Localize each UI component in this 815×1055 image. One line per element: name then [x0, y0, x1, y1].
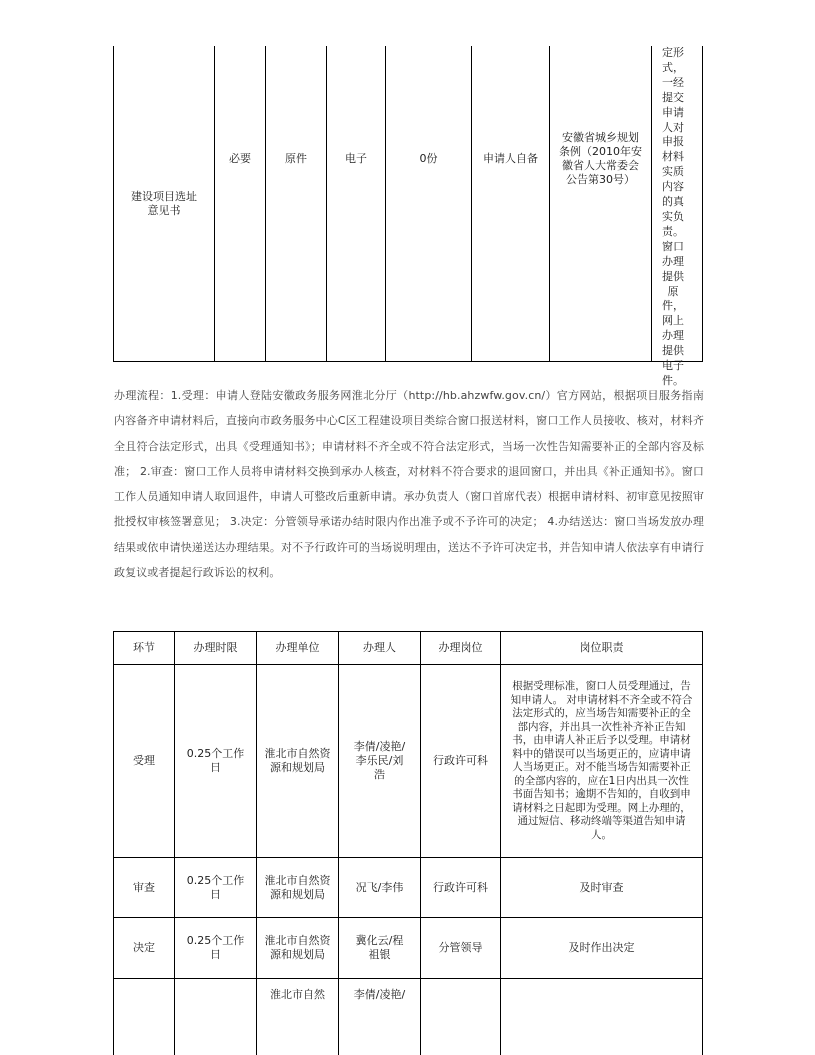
- row-person: 李倩/凌艳/: [353, 988, 406, 1001]
- row-post: 行政许可科: [433, 754, 488, 767]
- row-stage: 审查: [133, 880, 155, 894]
- header-unit: 办理单位: [275, 641, 320, 654]
- row-post: 行政许可科: [433, 880, 488, 894]
- material-source: 申请人自备: [483, 151, 538, 165]
- header-limit: 办理时限: [193, 641, 238, 654]
- header-person: 办理人: [363, 641, 396, 654]
- table-line: [651, 46, 652, 362]
- row-unit: 淮北市自然: [270, 988, 325, 1001]
- row-duty: 及时审查: [579, 880, 624, 894]
- process-description: 办理流程：1.受理：申请人登陆安徽政务服务网淮北分厅（http://hb.ahzwfw.gov.cn/）官方网站，根据项目服务指南内容备齐申请材料后，直接向市政务服务中心C区工程建设项目类综合窗口报送材料，窗口工作人员接收、核对，材料齐全且符合法定形式，出具《受理通知书》；申请材料不齐全或不符合法定形式，当场一次性告知需要补正的全部内容及标准； 2.审查：窗口工作人员将申请材料交换到承办人核查，对材料不符合要求的退回窗口，并出具《补正通知书》。窗口工作人员通知申请人取回退件，申请人可整改后重新申请。承办负责人（窗口首席代表）根据申请材料、初审意见按照审批授权审核签署意见； 3.决定：分管领导承诺办结时限内作出准予或不予许可的决定； 4.办结送达：窗口当场发放办理结果或依申请快递送达办理结果。对不予行政许可的当场说明理由，送达不予许可决定书，并告知申请人依法享有申请行政复议或者提起行政诉讼的权利。: [114, 389, 704, 580]
- row-duty: 及时作出决定: [568, 941, 635, 954]
- row-unit: 淮北市自然资源和规划局: [264, 873, 331, 901]
- header-post: 办理岗位: [438, 641, 483, 654]
- row-limit: 0.25个工作日: [186, 934, 245, 961]
- header-duty: 岗位职责: [579, 641, 624, 654]
- row-duty: 根据受理标准，窗口人员受理通过，告知申请人。 对申请材料不齐全或不符合法定形式的，应当场告知需要补正的全部内容，并出具一次性补齐补正告知书，由申请人补正后予以受理。申请材料中的错误可以当场更正的，应请申请人当场更正。对不能当场告知需要补正的全部内容的，应在1日内出具一次性书面告知书；逾期不告知的，自收到申请材料之日起即为受理。网上办理的，通过短信、移动终端等渠道告知申请人。: [510, 680, 693, 841]
- material-form: 原件: [285, 151, 307, 165]
- row-person: 况飞/李伟: [355, 880, 404, 894]
- row-post: 分管领导: [438, 941, 483, 954]
- row-unit: 淮北市自然资源和规划局: [264, 747, 331, 774]
- material-name: 建设项目选址意见书: [131, 189, 197, 217]
- row-person: 冀化云/程祖银: [355, 934, 404, 961]
- table-line: [113, 361, 703, 362]
- row-unit: 淮北市自然资源和规划局: [264, 934, 331, 961]
- row-stage: 决定: [133, 941, 155, 954]
- material-copies: 0份: [419, 151, 438, 165]
- material-media: 电子: [345, 151, 367, 165]
- row-person: 李倩/凌艳/李乐民/刘浩: [353, 740, 406, 781]
- material-notes: 定形式，一经提交申请人对申报材料实质内容的真实负责。窗口办理提供原件，网上办理提供电子件。: [662, 46, 684, 387]
- row-limit: 0.25个工作日: [186, 873, 245, 901]
- row-stage: 受理: [133, 754, 155, 767]
- row-limit: 0.25个工作日: [186, 747, 245, 774]
- header-stage: 环节: [133, 641, 155, 654]
- material-required: 必要: [229, 151, 251, 165]
- material-basis: 安徽省城乡规划条例（2010年安徽省人大常委会公告第30号）: [559, 130, 642, 186]
- table-line: [702, 631, 703, 1055]
- table-line: [702, 46, 703, 362]
- table-line: [113, 978, 703, 979]
